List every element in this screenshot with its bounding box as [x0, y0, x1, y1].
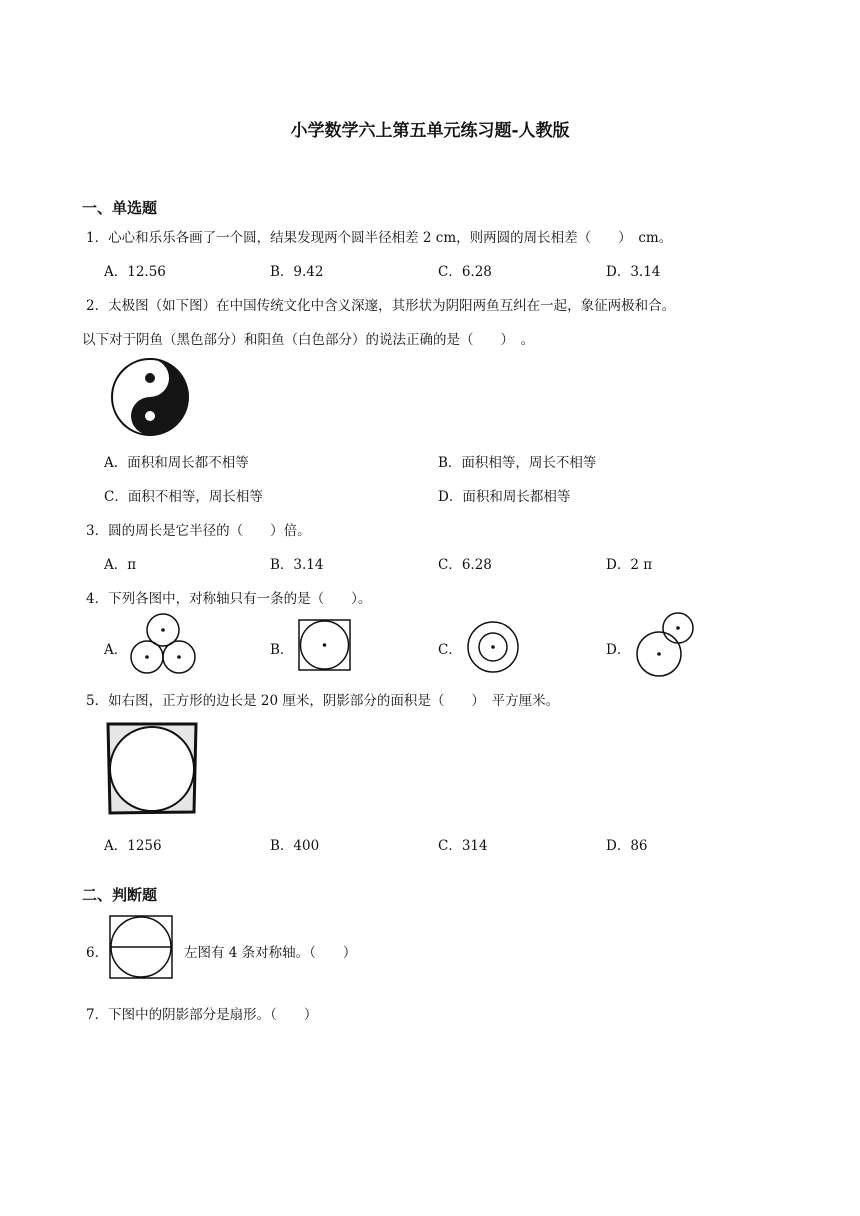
q2-option-b[interactable]: B．面积相等，周长不相等	[438, 455, 597, 471]
q4-figure-d-two-circles	[634, 610, 698, 680]
q1-option-b[interactable]: B．9.42	[270, 264, 324, 280]
question-6-text: 左图有 4 条对称轴。（ ）	[184, 945, 357, 961]
question-3-text: 3．圆的周长是它半径的（ ）倍。	[86, 523, 311, 539]
q4-option-d[interactable]: D．	[606, 642, 631, 658]
q3-option-c[interactable]: C．6.28	[438, 557, 492, 573]
taiji-figure	[108, 358, 192, 436]
q2-option-d[interactable]: D．面积和周长都相等	[438, 489, 571, 505]
q4-option-b[interactable]: B．	[270, 642, 294, 658]
section-heading-true-false: 二、判断题	[82, 886, 158, 904]
q1-option-a[interactable]: A．12.56	[104, 264, 166, 280]
question-7-text: 7．下图中的阴影部分是扇形。（ ）	[86, 1007, 318, 1023]
q4-figure-a-three-circles	[128, 612, 198, 676]
q3-option-d[interactable]: D．2 π	[606, 557, 653, 573]
q4-option-a[interactable]: A．	[104, 642, 128, 658]
question-6-number: 6．	[86, 945, 109, 961]
q5-option-a[interactable]: A．1256	[104, 838, 162, 854]
q1-option-c[interactable]: C．6.28	[438, 264, 492, 280]
q4-figure-b-circle-in-square	[297, 618, 353, 672]
page-title: 小学数学六上第五单元练习题-人教版	[290, 121, 570, 141]
question-2-text-line2: 以下对于阴鱼（黑色部分）和阳鱼（白色部分）的说法正确的是（ ） 。	[82, 332, 535, 348]
q5-option-d[interactable]: D．86	[606, 838, 648, 854]
q5-option-b[interactable]: B．400	[270, 838, 320, 854]
q1-option-d[interactable]: D．3.14	[606, 264, 661, 280]
q3-option-b[interactable]: B．3.14	[270, 557, 324, 573]
question-4-text: 4．下列各图中，对称轴只有一条的是（ ）。	[86, 591, 372, 607]
q4-figure-c-concentric-circles	[466, 620, 520, 674]
question-2-text-line1: 2．太极图（如下图）在中国传统文化中含义深邃，其形状为阴阳两鱼互纠在一起，象征两极和合。	[86, 298, 676, 314]
q2-option-c[interactable]: C．面积不相等，周长相等	[104, 489, 263, 505]
q6-figure-circle-diameter-in-square	[108, 914, 174, 980]
section-heading-single-choice: 一、单选题	[82, 199, 158, 217]
q5-option-c[interactable]: C．314	[438, 838, 488, 854]
q4-option-c[interactable]: C．	[438, 642, 462, 658]
question-1-text: 1．心心和乐乐各画了一个圆，结果发现两个圆半径相差 2 cm，则两圆的周长相差（ ） cm。	[86, 230, 673, 246]
q2-option-a[interactable]: A．面积和周长都不相等	[104, 455, 249, 471]
question-5-text: 5．如右图，正方形的边长是 20 厘米，阴影部分的面积是（ ） 平方厘米。	[86, 693, 560, 709]
q5-figure-square-with-circle	[104, 720, 200, 816]
q3-option-a[interactable]: A．π	[104, 557, 137, 573]
